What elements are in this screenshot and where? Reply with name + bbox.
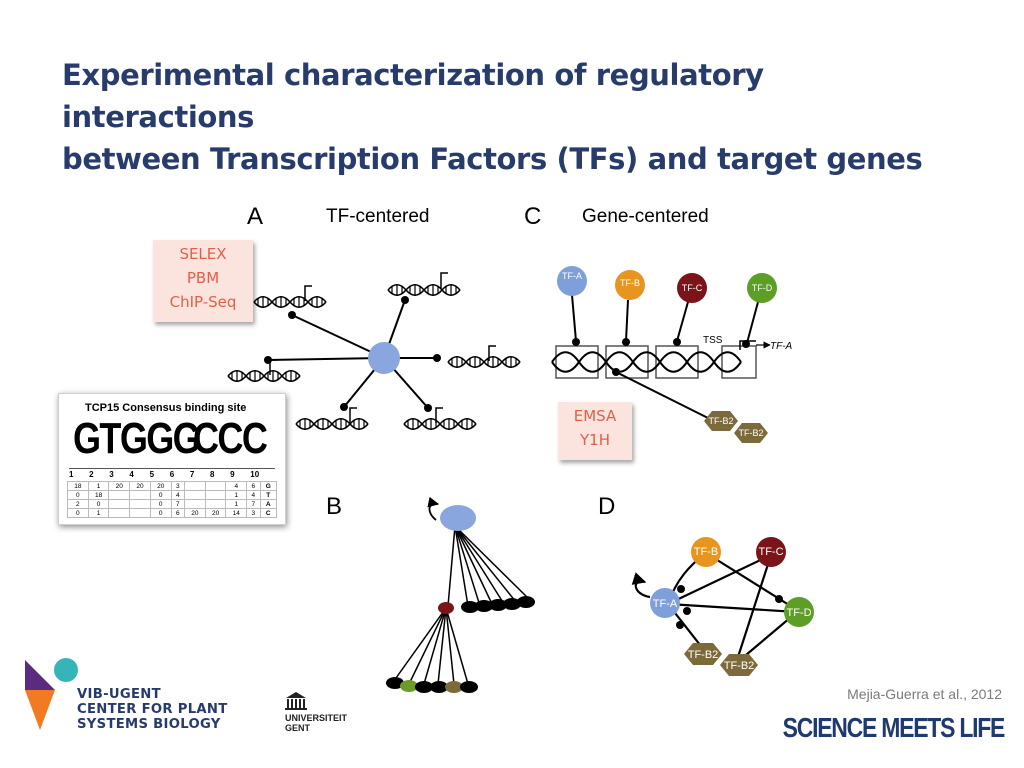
motif-table-cell bbox=[109, 491, 130, 500]
motif-table-cell: 4 bbox=[226, 482, 247, 491]
motif-table-cell: 7 bbox=[171, 500, 184, 509]
vib-logo-icon bbox=[25, 658, 78, 730]
motif-table-cell bbox=[185, 482, 206, 491]
motif-table-cell: 7 bbox=[247, 500, 260, 509]
tf-node bbox=[368, 342, 400, 374]
motif-table-row bbox=[68, 509, 277, 518]
panel-a-title: TF-centered bbox=[326, 206, 430, 227]
motif-table-cell: 3 bbox=[171, 482, 184, 491]
tf-interaction-network bbox=[636, 537, 814, 676]
tf-d-label: TF-D bbox=[786, 607, 812, 619]
motif-table-cell: 3 bbox=[247, 509, 260, 518]
motif-table-cell bbox=[109, 509, 130, 518]
motif-table-cell bbox=[205, 500, 226, 509]
vib-ugent-logo-text: VIB-UGENT CENTER FOR PLANT SYSTEMS BIOLOGY bbox=[77, 687, 228, 732]
tf-c-label: TF-C bbox=[758, 546, 784, 558]
method-chip-seq: ChIP-Seq bbox=[169, 293, 237, 311]
motif-table-cell bbox=[130, 509, 151, 518]
top-regulator-node bbox=[440, 505, 476, 531]
motif-table-cell bbox=[130, 491, 151, 500]
tf-b-label: TF-B bbox=[620, 278, 640, 288]
motif-table-cell bbox=[185, 491, 206, 500]
motif-count-table bbox=[67, 481, 277, 518]
panel-a-letter: A bbox=[247, 203, 264, 230]
motif-table-cell: 0 bbox=[150, 509, 171, 518]
motif-table-cell bbox=[205, 482, 226, 491]
tcp15-motif-panel bbox=[58, 393, 286, 525]
title-line-2: between Transcription Factors (TFs) and target genes bbox=[62, 142, 923, 176]
motif-table-cell: 1 bbox=[88, 482, 109, 491]
hierarchical-network bbox=[386, 504, 535, 693]
motif-table-row bbox=[68, 500, 277, 509]
motif-table-cell: 1 bbox=[226, 500, 247, 509]
target-gene-label: TF-A bbox=[770, 341, 793, 352]
motif-table-cell: 20 bbox=[185, 509, 206, 518]
motif-table-row bbox=[68, 491, 277, 500]
motif-table-cell: A bbox=[260, 500, 276, 509]
tf-a-label: TF-A bbox=[652, 598, 678, 610]
motif-logo-main: GTGGG bbox=[73, 414, 200, 463]
tf-b2-label: TF-B2 bbox=[708, 416, 734, 426]
motif-table-cell: C bbox=[260, 509, 276, 518]
citation: Mejia-Guerra et al., 2012 bbox=[847, 686, 1002, 702]
motif-table-cell: 6 bbox=[171, 509, 184, 518]
tf-b2-label: TF-B2 bbox=[723, 660, 755, 672]
tf-b-label: TF-B bbox=[693, 546, 719, 558]
ugent-logo-icon bbox=[285, 692, 307, 710]
tf-b2-label: TF-B2 bbox=[687, 649, 719, 661]
tf-b2-label: TF-B2 bbox=[738, 428, 764, 438]
motif-table-cell: 1 bbox=[88, 509, 109, 518]
motif-table-cell bbox=[130, 500, 151, 509]
motif-table-cell: 0 bbox=[150, 491, 171, 500]
method-y1h: Y1H bbox=[580, 431, 610, 449]
motif-table-cell bbox=[185, 500, 206, 509]
motif-table-cell: 20 bbox=[130, 482, 151, 491]
motif-table-cell: 0 bbox=[68, 509, 89, 518]
motif-table-cell: 18 bbox=[68, 482, 89, 491]
panel-c-letter: C bbox=[524, 203, 542, 230]
motif-table-cell: 14 bbox=[226, 509, 247, 518]
panel-c-title: Gene-centered bbox=[582, 206, 709, 227]
motif-table-cell: 6 bbox=[247, 482, 260, 491]
motif-positions: 1 2 3 4 5 6 7 8 9 10 bbox=[69, 468, 275, 479]
motif-logo-tail: CCC bbox=[193, 414, 267, 463]
method-pbm: PBM bbox=[186, 269, 220, 287]
ugent-logo-text: UNIVERSITEIT GENT bbox=[285, 713, 348, 733]
motif-table-cell: 20 bbox=[109, 482, 130, 491]
science-meets-life-logo: SCIENCE MEETS LIFE bbox=[782, 712, 1004, 743]
motif-table-cell bbox=[205, 491, 226, 500]
motif-table-row bbox=[68, 482, 277, 491]
title-line-1: Experimental characterization of regulatory interactions bbox=[62, 58, 764, 134]
motif-table-cell: 20 bbox=[150, 482, 171, 491]
motif-table-cell bbox=[109, 500, 130, 509]
motif-table-cell: 18 bbox=[88, 491, 109, 500]
motif-table-cell: 2 bbox=[68, 500, 89, 509]
motif-table-cell: 1 bbox=[226, 491, 247, 500]
tss-label: TSS bbox=[703, 335, 723, 346]
motif-table-cell: 0 bbox=[88, 500, 109, 509]
method-selex: SELEX bbox=[179, 245, 227, 263]
panel-b-letter: B bbox=[326, 493, 343, 520]
tf-methods-note bbox=[153, 240, 253, 322]
tf-a-label: TF-A bbox=[562, 271, 582, 281]
motif-table-cell: 0 bbox=[150, 500, 171, 509]
motif-table-cell: 4 bbox=[247, 491, 260, 500]
motif-title: TCP15 Consensus binding site bbox=[85, 402, 247, 414]
motif-table-cell: 4 bbox=[171, 491, 184, 500]
motif-table-cell: T bbox=[260, 491, 276, 500]
tf-c-label: TF-C bbox=[681, 283, 703, 293]
panel-d-letter: D bbox=[598, 493, 616, 520]
motif-table-cell: G bbox=[260, 482, 276, 491]
gene-methods-note bbox=[558, 402, 632, 460]
tf-d-label: TF-D bbox=[751, 283, 773, 293]
method-emsa: EMSA bbox=[573, 407, 617, 425]
motif-table-cell: 20 bbox=[205, 509, 226, 518]
motif-table-cell: 0 bbox=[68, 491, 89, 500]
